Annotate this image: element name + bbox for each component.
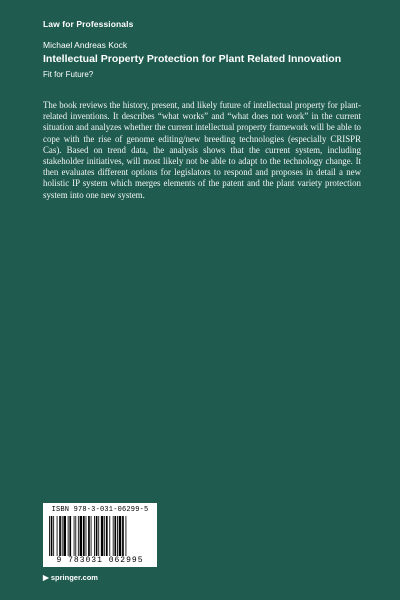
barcode-icon [49,516,151,556]
book-subtitle: Fit for Future? [43,70,94,79]
book-title: Intellectual Property Protection for Plant Related Innovation [43,53,342,65]
book-description: The book reviews the history, present, and likely future of intellectual property for plant-related inventions. It describes “what works” and “what does not work” in the current situation and analyzes whether the current intellectual property framework will be able to cope with the rise of genome editing/new breeding technologies (especially CRISPR Cas). Based on trend data, the analysis shows that the current system, including stakeholder initiatives, will most likely not be able to adapt to the technology change. It then evaluates different options for legislators to respond and proposes in detail a new holistic IP system which merges elements of the patent and the plant variety protection system into one new system. [43,100,361,200]
barcode-number: 9 783031 062995 [56,556,144,565]
author-name: Michael Andreas Kock [43,40,128,50]
isbn-label: ISBN 978-3-031-06299-5 [51,506,149,514]
publisher-website-link[interactable]: ▶ springer.com [43,573,98,582]
series-name: Law for Professionals [43,19,134,29]
isbn-barcode [43,503,157,567]
